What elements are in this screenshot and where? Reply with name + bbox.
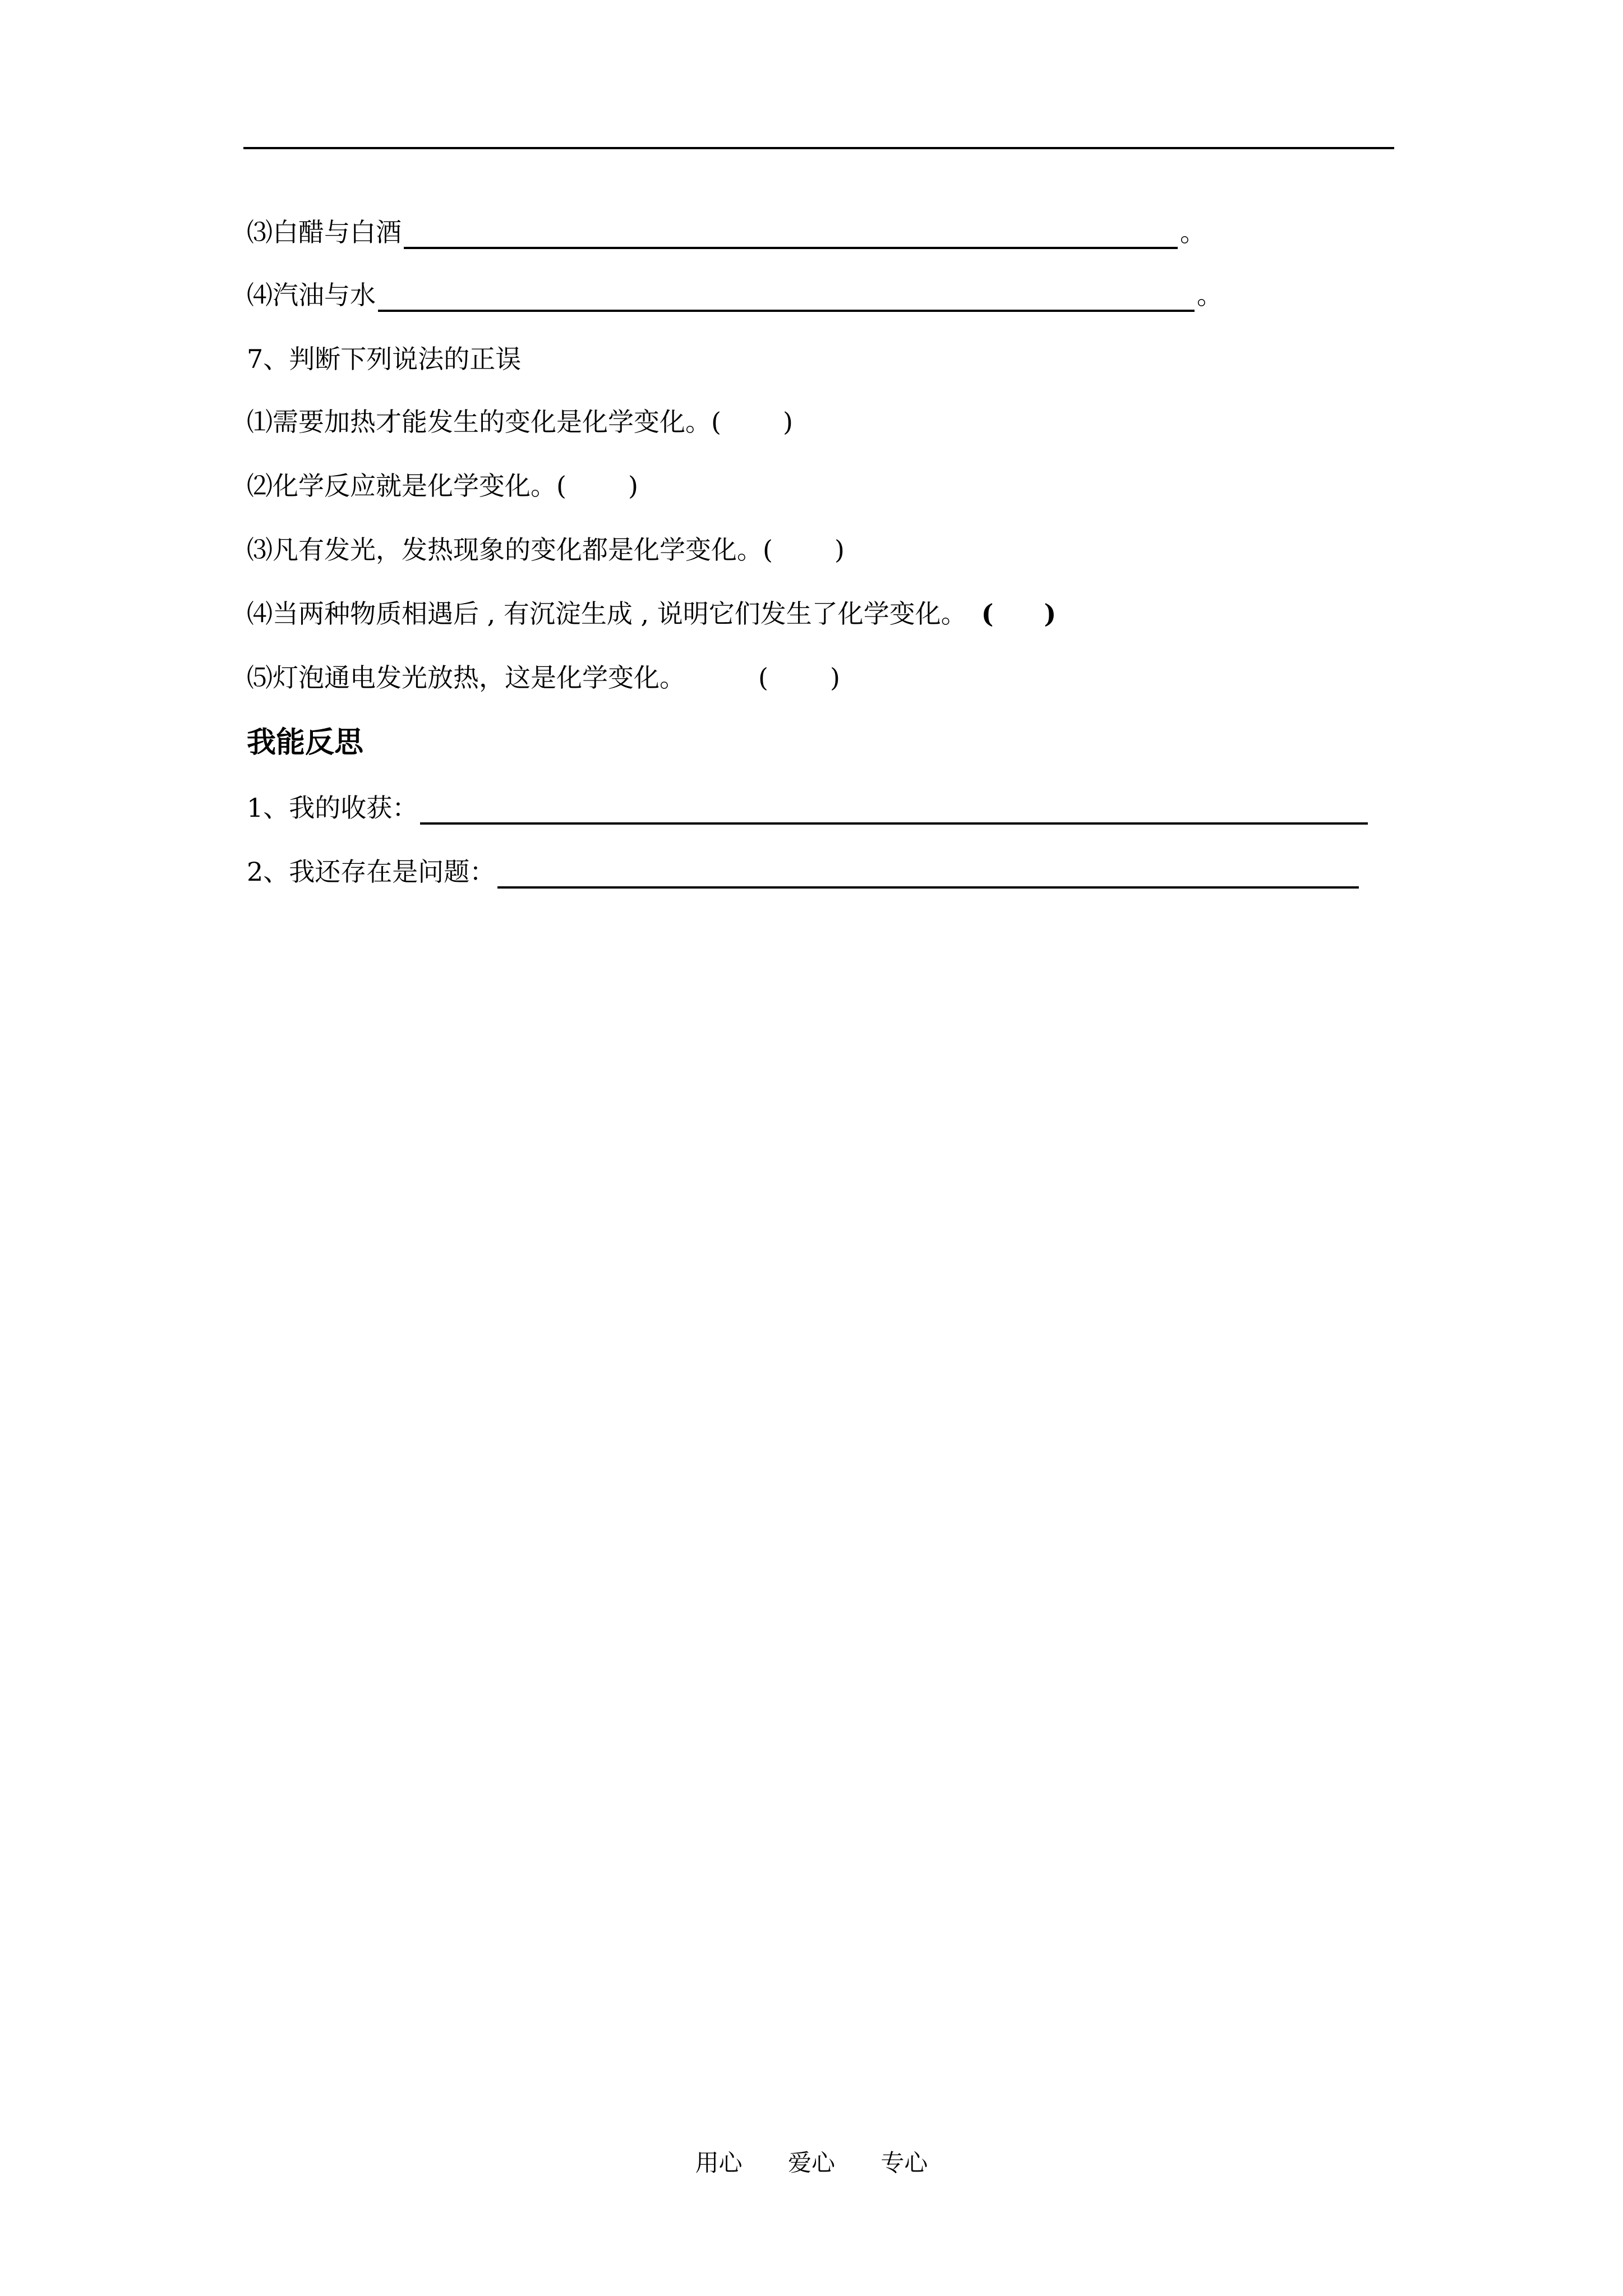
question-7-4 [247, 597, 1056, 631]
question-7-4-text: ⑷当两种物质相遇后 , 有沉淀生成 , 说明它们发生了化学变化。 [247, 599, 967, 629]
question-6-3 [247, 215, 1206, 249]
reflection-heading: 我能反思 [247, 726, 364, 760]
footer-word: 爱心 [787, 2149, 835, 2177]
close-paren: ) [829, 662, 840, 693]
question-7-3-text: ⑶凡有发光，发热现象的变化都是化学变化。 [247, 535, 763, 565]
answer-blank-6-4[interactable] [378, 285, 1195, 312]
reflection-gain [247, 791, 1370, 825]
question-6-4-end: 。 [1197, 280, 1223, 310]
question-6-3-text: ⑶白醋与白酒 [247, 217, 402, 247]
question-7-1-text: ⑴需要加热才能发生的变化是化学变化。 [247, 407, 711, 437]
reflection-gain-label: 1、我的收获： [247, 793, 418, 823]
answer-blank-6-3[interactable] [404, 222, 1178, 249]
close-paren: ) [1044, 599, 1057, 629]
close-paren: ) [628, 471, 638, 501]
question-7-1 [247, 405, 793, 439]
open-paren: ( [763, 535, 773, 565]
close-paren: ) [834, 535, 845, 565]
open-paren: ( [711, 407, 721, 437]
reflection-gain-blank[interactable] [420, 798, 1368, 825]
footer-word: 用心 [695, 2149, 743, 2177]
reflection-problem [247, 855, 1361, 889]
open-paren: ( [981, 599, 994, 629]
footer-word: 专心 [880, 2149, 928, 2177]
open-paren: ( [758, 662, 768, 693]
question-7-5-text: ⑸灯泡通电发光放热，这是化学变化。 [247, 662, 685, 693]
close-paren: ) [782, 407, 793, 437]
reflection-problem-label: 2、我还存在是问题： [247, 857, 496, 887]
question-7-2-text: ⑵化学反应就是化学变化。 [247, 471, 556, 501]
page-footer [0, 2147, 1623, 2179]
question-7-5 [247, 661, 840, 694]
question-7-title [247, 342, 521, 376]
question-7-2 [247, 469, 638, 503]
question-6-4 [247, 278, 1223, 312]
question-7-3 [247, 533, 845, 567]
question-6-3-end: 。 [1180, 217, 1206, 247]
reflection-problem-blank[interactable] [497, 862, 1359, 889]
question-7-title-text: 7、判断下列说法的正误 [247, 344, 522, 374]
header-rule [243, 147, 1394, 149]
open-paren: ( [556, 471, 566, 501]
question-6-4-text: ⑷汽油与水 [247, 280, 376, 310]
